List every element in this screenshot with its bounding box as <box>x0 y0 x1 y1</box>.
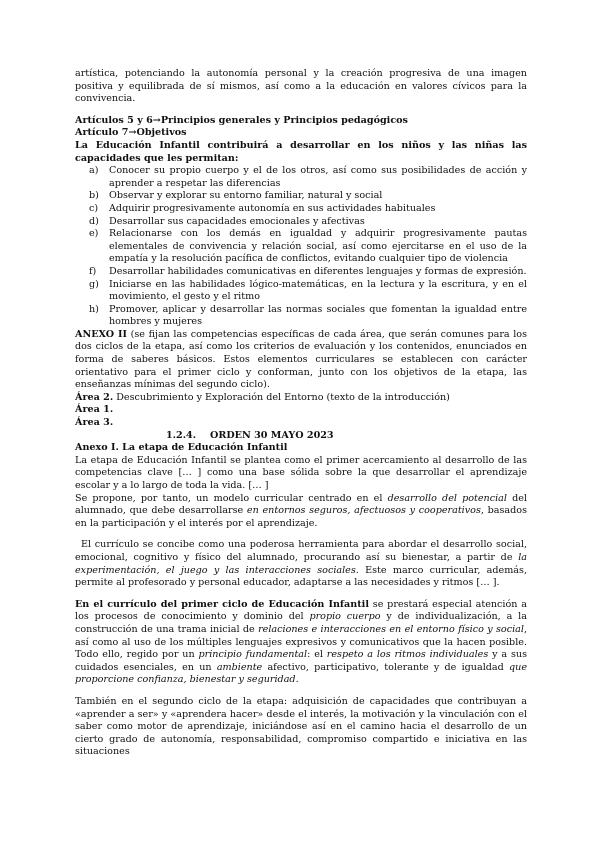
anexo-ii-paragraph <box>75 329 527 392</box>
area-2-line <box>75 392 527 405</box>
objetivos-lead: La Educación Infantil contribuirá a desarrollar en los niños y las niñas las capacidades que les permitan: <box>75 139 527 164</box>
list-letter: h) <box>89 303 99 315</box>
intro-line-1: artística, potenciando la autonomía personal y la creación progresiva de una imagen positiva y <box>75 68 527 92</box>
list-text: Desarrollar habilidades comunicativas en diferentes lenguajes y formas de expresión. <box>109 265 527 277</box>
orden-heading <box>75 430 527 443</box>
text-run: y de individualización, a la construcción de una trama inicial de <box>75 611 527 635</box>
articulos-5-6-heading: Artículos 5 y 6→Principios generales y Principios pedagógicos <box>75 114 408 126</box>
text-run: . <box>295 674 299 686</box>
text-run: afectivo, participativo, tolerante y de igualdad <box>262 661 509 673</box>
list-text: Promover, aplicar y desarrollar las normas sociales que fomentan la igualdad entre hombres y mujeres <box>109 303 527 328</box>
list-item <box>75 228 527 266</box>
list-text: Iniciarse en las habilidades lógico-matemáticas, en la lectura y la escritura, y en el movimiento, el gesto y el ritmo <box>109 278 527 303</box>
italic-run: en entornos seguros, afectuosos y cooperativos <box>246 505 481 517</box>
text-run: El currículo se concibe como una poderosa herramienta para abordar el desarrollo social, emocional, cognitivo y físico del alumnado, procurando así su bienestar, a partir de <box>75 539 527 563</box>
paragraph-modelo-curricular <box>75 493 527 531</box>
list-text: Observar y explorar su entorno familiar, natural y social <box>109 190 383 202</box>
italic-run: relaciones e interacciones en el entorno físico y social <box>258 623 524 635</box>
text-run: Se propone, por tanto, un modelo curricular centrado en el <box>75 492 388 504</box>
text-run: , así como al uso de los múltiples lenguajes expresivos y comunicativos que la hacen posible. Todo ello, regido por un <box>75 623 527 661</box>
bold-run: En el currículo del primer ciclo de Educación Infantil <box>75 598 369 610</box>
intro-line-2: equilibrada de sí mismos, así como a la educación en valores cívicos para la convivencia. <box>75 80 527 105</box>
paragraph-segundo-ciclo: También en el segundo ciclo de la etapa: adquisición de capacidades que contribuyan a «aprender a ser» y «aprendera hacer» desde el interés, la motivación y la vinculación con el saber como motor de aprendizaje, iniciándose así en el camino hacia el desarrollo de un cierto grado de autonomía, responsabilidad, compromiso compartido e iniciativa en las situaciones <box>75 695 527 758</box>
text-run: . Este marco curricular, además, permite al profesorado y personal educador, adaptarse a las necesidades y ritmos [… ]. <box>75 564 527 589</box>
articulo-7-heading: Artículo 7→Objetivos <box>75 127 187 139</box>
anexo-i-heading: Anexo I. La etapa de Educación Infantil <box>75 442 288 454</box>
list-text: Conocer su propio cuerpo y el de los otros, así como sus posibilidades de acción y aprender a respetar las diferencias <box>109 165 527 189</box>
list-text: Adquirir progresivamente autonomía en sus actividades habituales <box>109 202 436 214</box>
orden-title: ORDEN 30 MAYO 2023 <box>210 429 334 441</box>
list-letter: a) <box>89 165 99 177</box>
list-text: Desarrollar sus capacidades emocionales y afectivas <box>109 215 365 227</box>
list-item <box>75 304 527 329</box>
paragraph-competencias: La etapa de Educación Infantil se plantea como el primer acercamiento al desarrollo de las competencias clave [… ] como una base sólida sobre la que desarrollar el aprendizaje escolar y a lo largo de toda la vida. [… ] <box>75 454 527 491</box>
objetivos-list <box>75 165 527 329</box>
italic-run: respeto a los ritmos individuales <box>326 649 489 661</box>
text-run: , basados en la participación y el interés por el aprendizaje. <box>75 505 527 529</box>
text-run: y a sus cuidados esenciales, en un <box>75 649 527 673</box>
list-item <box>75 216 527 229</box>
italic-run: la experimentación, el juego y las interacciones sociales <box>75 551 527 576</box>
list-item <box>75 203 527 216</box>
paragraph-curriculo <box>75 539 527 589</box>
intro-paragraph <box>75 68 527 106</box>
area-2-label: Área 2. <box>75 391 114 403</box>
area-2-text: Descubrimiento y Exploración del Entorno (texto de la introducción) <box>113 391 450 403</box>
list-item <box>75 165 527 190</box>
list-item <box>75 266 527 279</box>
text-run: del alumnado, que debe desarrollarse <box>75 492 527 517</box>
area-3-label: Área 3. <box>75 417 114 429</box>
anexo-ii-text: (se fijan las competencias específicas de cada área, que serán comunes para los dos ciclos de la etapa, así como los criterios de evaluación y los contenidos, enunciados en forma de saberes básicos. Estos elementos curriculares se establecen con carácter orientativo para el primer ciclo y conforman, junto con los objetivos de la etapa, las enseñanzas mínimas del segundo ciclo). <box>75 328 527 391</box>
list-letter: f) <box>89 265 97 277</box>
list-text: Relacionarse con los demás en igualdad y adquirir progresivamente pautas elementales de convivencia y relación social, así como ejercitarse en el uso de la empatía y la resolución pacífica de conflictos, evitando cualquier tipo de violencia <box>109 228 527 265</box>
italic-run: que proporcione confianza, bienestar y seguridad <box>75 661 527 686</box>
list-letter: g) <box>89 278 99 290</box>
area-1-label: Área 1. <box>75 404 114 416</box>
list-letter: b) <box>89 190 99 202</box>
list-item <box>75 279 527 304</box>
list-item <box>75 190 527 203</box>
list-letter: e) <box>89 228 99 240</box>
list-letter: c) <box>89 202 99 214</box>
italic-run: principio fundamental <box>198 649 308 661</box>
list-letter: d) <box>89 215 99 227</box>
document-page <box>75 68 527 759</box>
text-run: : el <box>307 649 327 661</box>
italic-run: propio cuerpo <box>309 611 381 623</box>
anexo-ii-label: ANEXO II <box>75 328 128 340</box>
italic-run: ambiente <box>216 661 263 673</box>
section-number: 1.2.4. <box>166 429 197 441</box>
paragraph-primer-ciclo <box>75 599 527 687</box>
text-run: se prestará especial atención a los procesos de conocimiento y dominio del <box>75 598 527 623</box>
italic-run: desarrollo del potencial <box>387 492 507 504</box>
